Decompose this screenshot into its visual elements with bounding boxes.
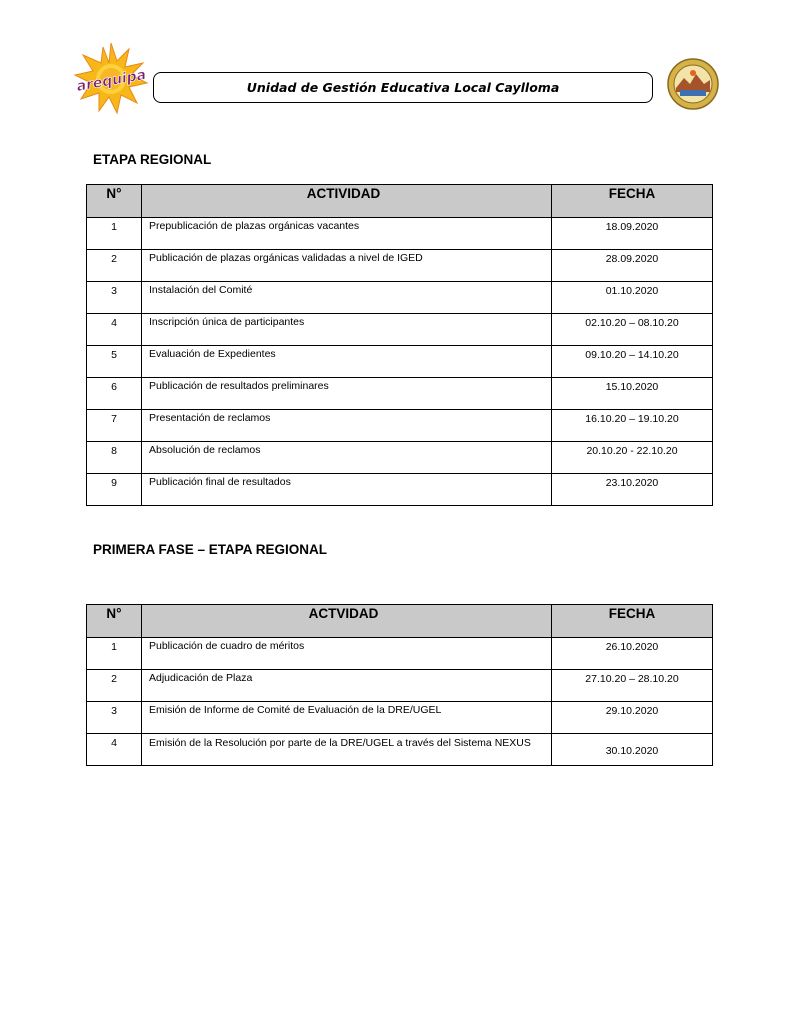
section-title-etapa-regional: ETAPA REGIONAL <box>93 152 212 167</box>
table-header-row <box>87 185 713 218</box>
row-date: 15.10.2020 <box>552 378 713 410</box>
row-date: 02.10.20 – 08.10.20 <box>552 314 713 346</box>
column-header-number: N° <box>87 185 142 218</box>
row-number: 3 <box>87 702 142 734</box>
row-number: 4 <box>87 314 142 346</box>
row-activity: Publicación de cuadro de méritos <box>142 638 552 670</box>
column-header-date: FECHA <box>552 605 713 638</box>
row-date: 18.09.2020 <box>552 218 713 250</box>
table-row <box>87 670 713 702</box>
schedule-table-primera-fase <box>86 604 713 766</box>
table-row <box>87 702 713 734</box>
row-date: 29.10.2020 <box>552 702 713 734</box>
row-activity: Publicación de resultados preliminares <box>142 378 552 410</box>
row-activity: Presentación de reclamos <box>142 410 552 442</box>
table-row <box>87 346 713 378</box>
row-activity: Publicación de plazas orgánicas validadas a nivel de IGED <box>142 250 552 282</box>
row-number: 5 <box>87 346 142 378</box>
row-number: 1 <box>87 638 142 670</box>
row-date: 26.10.2020 <box>552 638 713 670</box>
row-activity: Emisión de Informe de Comité de Evaluación de la DRE/UGEL <box>142 702 552 734</box>
row-activity: Absolución de reclamos <box>142 442 552 474</box>
table-row <box>87 218 713 250</box>
section-title-primera-fase: PRIMERA FASE – ETAPA REGIONAL <box>93 542 328 557</box>
table-row <box>87 410 713 442</box>
table-row <box>87 734 713 766</box>
row-number: 2 <box>87 250 142 282</box>
table-row <box>87 378 713 410</box>
row-activity: Publicación final de resultados <box>142 474 552 506</box>
row-number: 9 <box>87 474 142 506</box>
row-activity: Evaluación de Expedientes <box>142 346 552 378</box>
row-number: 1 <box>87 218 142 250</box>
svg-text:arequipa: arequipa <box>75 67 148 95</box>
table-row <box>87 442 713 474</box>
table-row <box>87 638 713 670</box>
row-number: 3 <box>87 282 142 314</box>
header-title: Unidad de Gestión Educativa Local Caylloma <box>153 72 653 103</box>
row-date: 27.10.20 – 28.10.20 <box>552 670 713 702</box>
row-date: 23.10.2020 <box>552 474 713 506</box>
row-number: 7 <box>87 410 142 442</box>
row-number: 2 <box>87 670 142 702</box>
column-header-date: FECHA <box>552 185 713 218</box>
row-date: 28.09.2020 <box>552 250 713 282</box>
row-activity: Adjudicación de Plaza <box>142 670 552 702</box>
page-header <box>0 0 792 120</box>
table-row <box>87 314 713 346</box>
row-date: 20.10.20 - 22.10.20 <box>552 442 713 474</box>
row-number: 8 <box>87 442 142 474</box>
column-header-number: N° <box>87 605 142 638</box>
schedule-table-etapa-regional <box>86 184 713 506</box>
row-activity: Inscripción única de participantes <box>142 314 552 346</box>
row-date: 16.10.20 – 19.10.20 <box>552 410 713 442</box>
row-date: 01.10.2020 <box>552 282 713 314</box>
table-row <box>87 282 713 314</box>
row-activity: Instalación del Comité <box>142 282 552 314</box>
row-date: 30.10.2020 <box>552 734 713 766</box>
table-row <box>87 250 713 282</box>
ugel-caylloma-seal <box>666 58 720 110</box>
row-number: 6 <box>87 378 142 410</box>
row-date: 09.10.20 – 14.10.20 <box>552 346 713 378</box>
row-number: 4 <box>87 734 142 766</box>
column-header-activity: ACTIVIDAD <box>142 185 552 218</box>
arequipa-logo <box>72 42 150 116</box>
column-header-activity: ACTVIDAD <box>142 605 552 638</box>
row-activity: Emisión de la Resolución por parte de la DRE/UGEL a través del Sistema NEXUS <box>142 734 552 766</box>
table-row <box>87 474 713 506</box>
row-activity: Prepublicación de plazas orgánicas vacantes <box>142 218 552 250</box>
table-header-row <box>87 605 713 638</box>
